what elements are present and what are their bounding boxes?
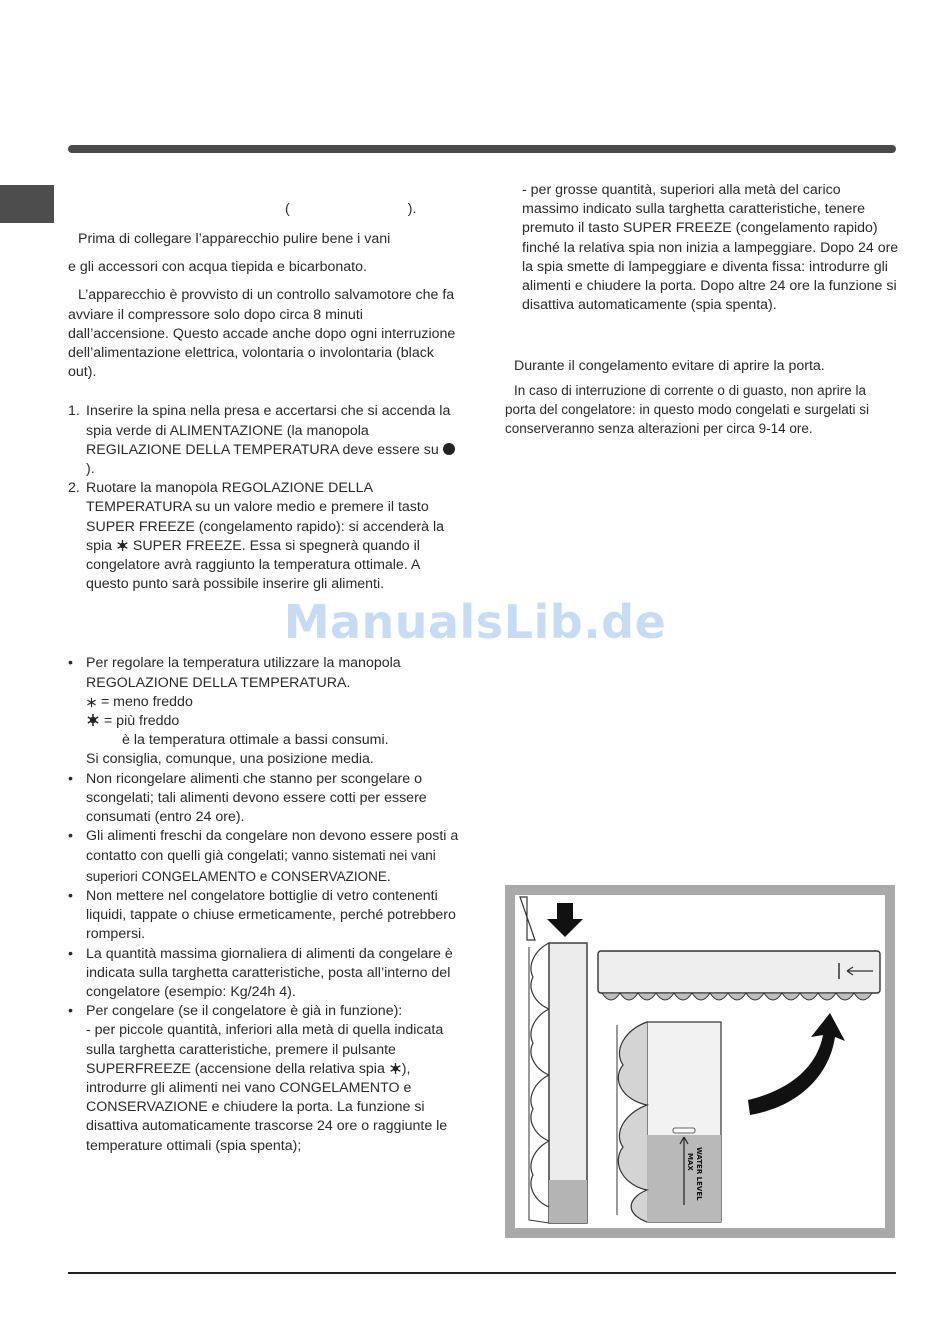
left-column xyxy=(68,200,463,1156)
prep-paragraph-line1: Prima di collegare l’apparecchio pulire bene i vani xyxy=(78,231,391,247)
step-2: 2. Ruotare la manopola REGOLAZIONE DELLA TEMPERATURA su un valore medio e premere il tasto SUPER FREEZE (congelamento rapido): si accenderà la spia SUPER FREEZE. Essa si spegnerà quando il congelatore avrà raggiunto la temperatura ottimale. A questo punto sarà possibile inserire gli alimenti. xyxy=(68,480,444,593)
usage-bullets xyxy=(68,654,463,1155)
snowflake-small-icon xyxy=(86,697,97,708)
step-1: 1. Inserire la spina nella presa e accertarsi che si accenda la spia verde di ALIMENTAZIONE (la manopola REGILAZIONE DELLA TEMPERATURA deve essere su ). xyxy=(68,402,463,479)
motor-protection-paragraph: L’apparecchio è provvisto di un controllo salvamotore che fa avviare il compressore solo dopo circa 8 minuti dall’accensione. Questo accade anche dopo ogni interruzione dell’alimentazione elettrica, volontaria o involontaria (black out). xyxy=(68,287,456,381)
bullet-fresh-food: • Gli alimenti freschi da congelare non devono essere posti a contatto con quelli già congelati; vanno sistemati nei vani superiori CONGELAMENTO e CONSERVAZIONE. xyxy=(68,828,459,884)
footer-rule xyxy=(68,1272,896,1274)
header-rule xyxy=(68,145,896,153)
prep-paragraph-line2: e gli accessori con acqua tiepida e bicarbonato. xyxy=(68,259,367,276)
snowflake-large-icon xyxy=(86,713,100,727)
right-column xyxy=(505,181,900,438)
paren-line: ( ). xyxy=(285,201,417,217)
large-quantity-instruction: - per grosse quantità, superiori alla metà del carico massimo indicato sulla targhetta caratteristiche, tenere premuto il tasto SUPER FREEZE (congelamento rapido) finché la relativa spia non inizia a lampeggiare. Dopo 24 ore la spia smette di lampeggiare e diventa fissa: introdurre gli alimenti e chiudere la porta. Dopo altre 24 ore la funzione si disattiva automaticamente (spia spenta). xyxy=(522,182,899,314)
max-label: MAX xyxy=(686,1153,694,1171)
bullet-freezing: • Per congelare (se il congelatore è già in funzione): - per piccole quantità, inferiori alla metà di quella indicata sulla targhetta caratteristiche, premere il pulsante SUPERFREEZE (accensione della relativa spia ), introdurre gli alimenti nei vano CONGELAMENTO e CONSERVAZIONE e chiudere la porta. La funzione si disattiva automaticamente trascorse 24 ore o raggiunte le temperature ottimali (spia spenta); xyxy=(68,1003,448,1154)
black-dot-icon xyxy=(443,443,455,455)
language-tab xyxy=(0,185,54,223)
bullet-temperature: • Per regolare la temperatura utilizzare la manopola REGOLAZIONE DELLA TEMPERATURA. = meno freddo = più freddo è la temperatura ottimale a bassi consumi. Si consiglia, comunque, una posizione media. xyxy=(68,655,401,768)
ice-tray-illustration xyxy=(505,885,895,1238)
water-level-label: WATER LEVEL xyxy=(695,1147,703,1201)
power-outage-tip: In caso di interruzione di corrente o di guasto, non aprire la porta del congelatore: in questo modo congelati e surgelati si conserveranno senza alterazioni per circa 9-14 ore. xyxy=(505,382,869,437)
watermark: ManualsLib.de xyxy=(283,595,667,649)
bullet-refreeze: • Non ricongelare alimenti che stanno per scongelare o scongelati; tali alimenti devono essere cotti per essere consumati (entro 24 ore). xyxy=(68,770,427,826)
bullet-bottles: • Non mettere nel congelatore bottiglie di vetro contenenti liquidi, tappate o chiuse ermeticamente, perché potrebbero rompersi. xyxy=(68,887,456,943)
startup-steps xyxy=(68,402,463,594)
bullet-max-quantity: • La quantità massima giornaliera di alimenti da congelare è indicata sulla targhetta caratteristiche, posta all’interno del congelatore (esempio: Kg/24h 4). xyxy=(68,945,453,1000)
door-tip: Durante il congelamento evitare di aprire la porta. xyxy=(514,358,825,375)
snowflake-icon xyxy=(116,539,129,552)
snowflake-icon xyxy=(389,1062,402,1075)
